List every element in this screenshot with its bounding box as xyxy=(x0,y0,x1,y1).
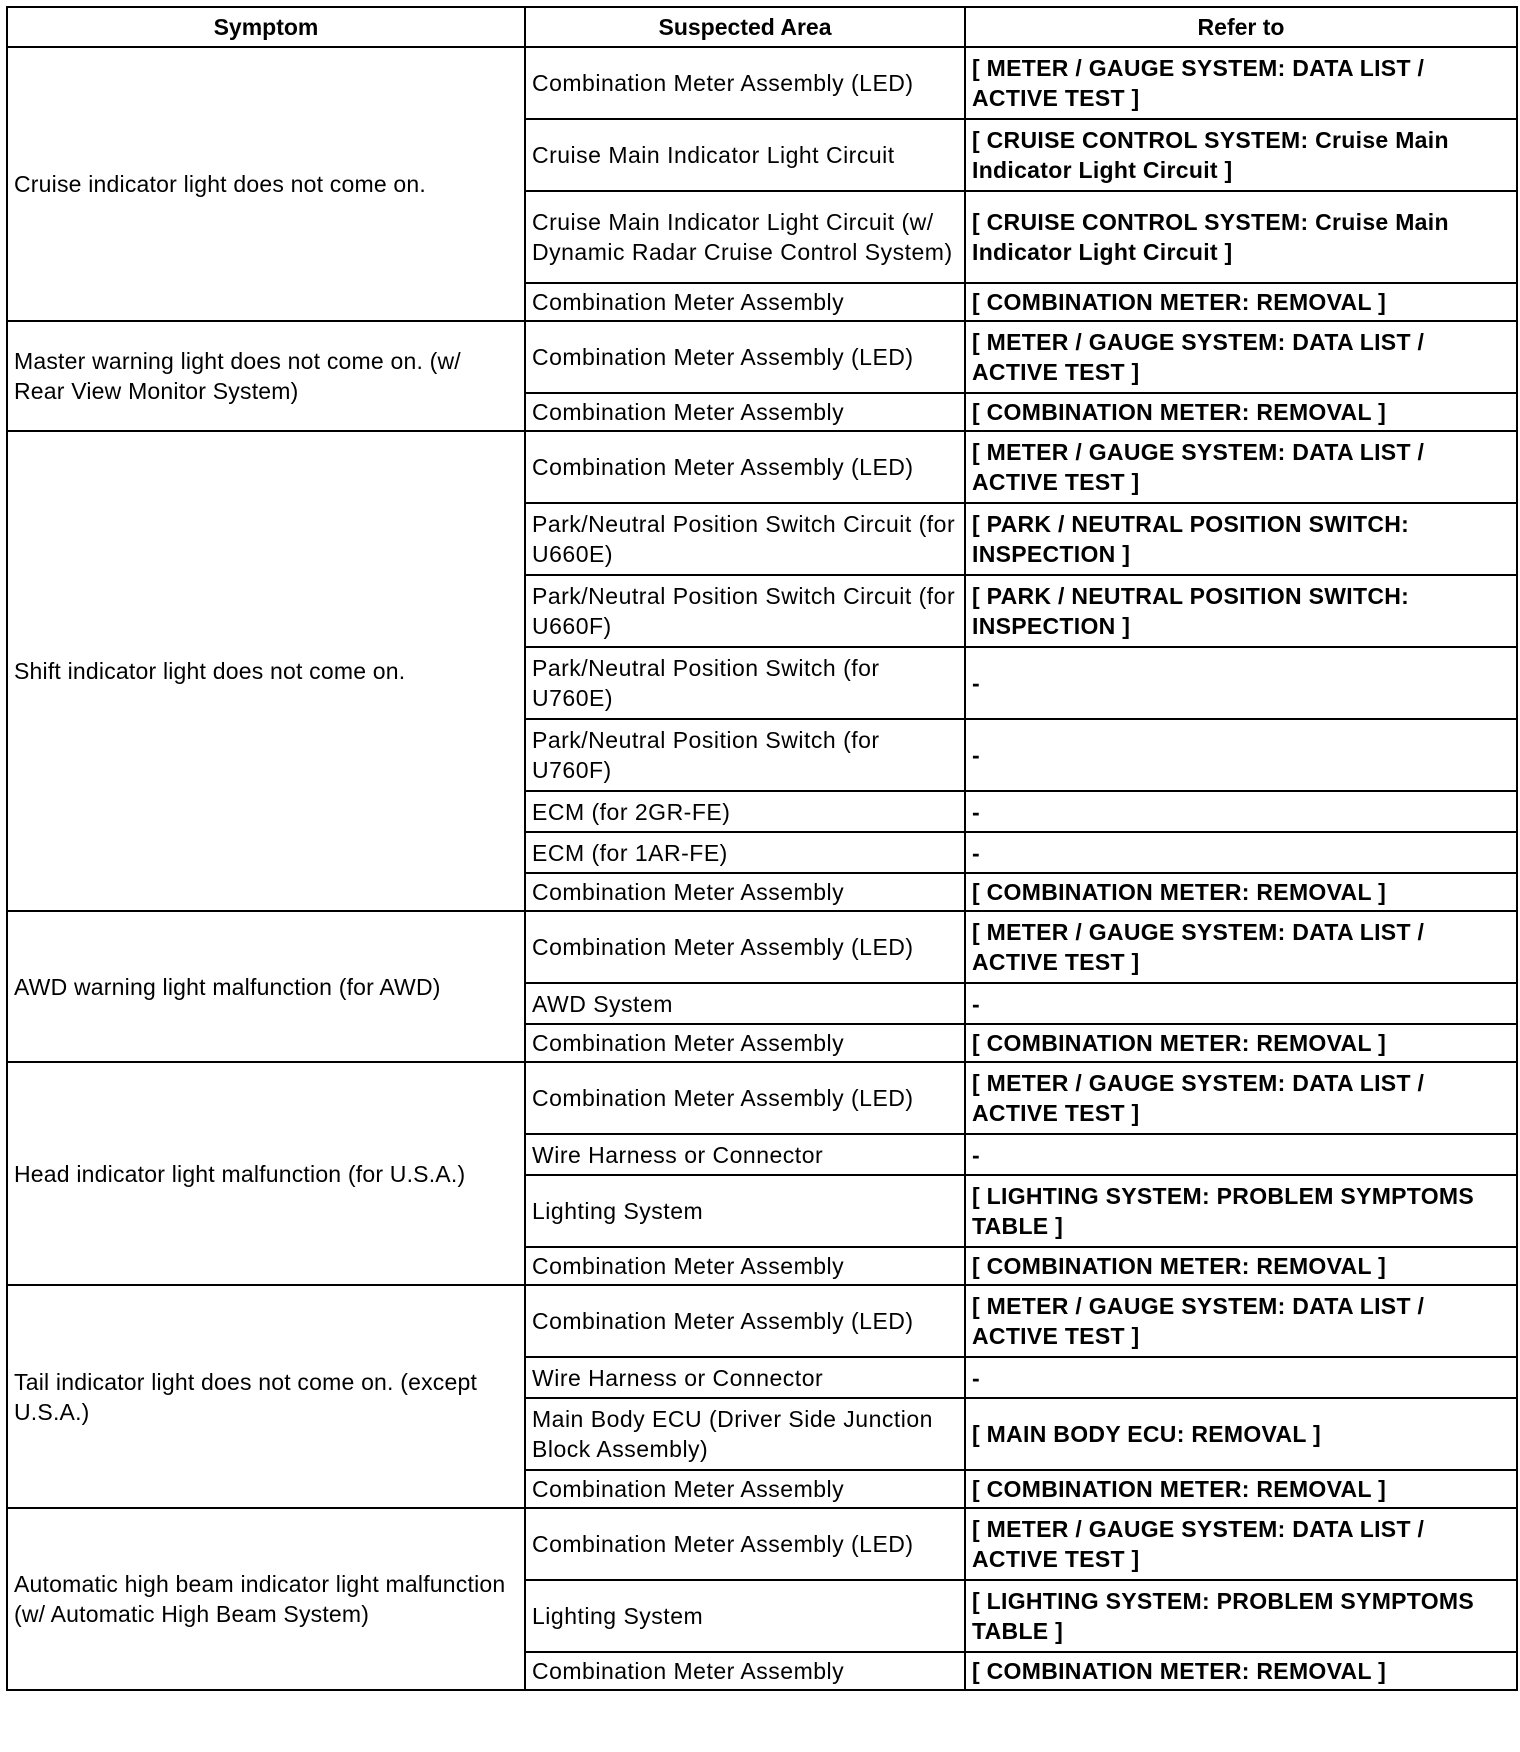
refer-to-cell: [ COMBINATION METER: REMOVAL ] xyxy=(965,1024,1517,1062)
suspected-area-cell: Combination Meter Assembly xyxy=(525,393,965,431)
refer-to-cell: - xyxy=(965,1134,1517,1175)
refer-to-cell: [ MAIN BODY ECU: REMOVAL ] xyxy=(965,1398,1517,1470)
refer-to-cell: [ COMBINATION METER: REMOVAL ] xyxy=(965,1470,1517,1508)
symptom-table xyxy=(6,6,1518,1691)
symptom-cell: Shift indicator light does not come on. xyxy=(7,431,525,911)
table-row xyxy=(7,1062,1517,1134)
refer-to-cell: - xyxy=(965,832,1517,873)
refer-to-cell: [ METER / GAUGE SYSTEM: DATA LIST / ACTIVE TEST ] xyxy=(965,1508,1517,1580)
refer-to-cell: [ CRUISE CONTROL SYSTEM: Cruise Main Indicator Light Circuit ] xyxy=(965,119,1517,191)
refer-to-cell: [ COMBINATION METER: REMOVAL ] xyxy=(965,393,1517,431)
refer-to-cell: [ COMBINATION METER: REMOVAL ] xyxy=(965,1247,1517,1285)
refer-to-cell: [ COMBINATION METER: REMOVAL ] xyxy=(965,873,1517,911)
suspected-area-cell: Combination Meter Assembly (LED) xyxy=(525,431,965,503)
refer-to-cell: [ METER / GAUGE SYSTEM: DATA LIST / ACTIVE TEST ] xyxy=(965,1285,1517,1357)
suspected-area-cell: Combination Meter Assembly (LED) xyxy=(525,321,965,393)
suspected-area-cell: ECM (for 1AR-FE) xyxy=(525,832,965,873)
header-symptom: Symptom xyxy=(7,7,525,47)
symptom-cell: AWD warning light malfunction (for AWD) xyxy=(7,911,525,1062)
suspected-area-cell: Park/Neutral Position Switch Circuit (for U660F) xyxy=(525,575,965,647)
table-row xyxy=(7,47,1517,119)
suspected-area-cell: Wire Harness or Connector xyxy=(525,1357,965,1398)
suspected-area-cell: Park/Neutral Position Switch Circuit (for U660E) xyxy=(525,503,965,575)
refer-to-cell: [ LIGHTING SYSTEM: PROBLEM SYMPTOMS TABLE ] xyxy=(965,1175,1517,1247)
header-suspected-area: Suspected Area xyxy=(525,7,965,47)
refer-to-cell: - xyxy=(965,1357,1517,1398)
table-row xyxy=(7,1508,1517,1580)
refer-to-cell: - xyxy=(965,647,1517,719)
suspected-area-cell: Cruise Main Indicator Light Circuit (w/ Dynamic Radar Cruise Control System) xyxy=(525,191,965,283)
refer-to-cell: - xyxy=(965,983,1517,1024)
table-body xyxy=(7,47,1517,1690)
symptom-cell: Head indicator light malfunction (for U.S.A.) xyxy=(7,1062,525,1285)
refer-to-cell: [ CRUISE CONTROL SYSTEM: Cruise Main Indicator Light Circuit ] xyxy=(965,191,1517,283)
suspected-area-cell: Combination Meter Assembly (LED) xyxy=(525,1062,965,1134)
suspected-area-cell: Combination Meter Assembly xyxy=(525,1652,965,1690)
suspected-area-cell: Lighting System xyxy=(525,1580,965,1652)
suspected-area-cell: Combination Meter Assembly xyxy=(525,1247,965,1285)
suspected-area-cell: Combination Meter Assembly xyxy=(525,283,965,321)
refer-to-cell: - xyxy=(965,791,1517,832)
table-row xyxy=(7,431,1517,503)
refer-to-cell: [ COMBINATION METER: REMOVAL ] xyxy=(965,1652,1517,1690)
symptom-cell: Automatic high beam indicator light malfunction (w/ Automatic High Beam System) xyxy=(7,1508,525,1690)
refer-to-cell: [ PARK / NEUTRAL POSITION SWITCH: INSPECTION ] xyxy=(965,503,1517,575)
suspected-area-cell: Combination Meter Assembly xyxy=(525,873,965,911)
suspected-area-cell: Main Body ECU (Driver Side Junction Block Assembly) xyxy=(525,1398,965,1470)
table-row xyxy=(7,321,1517,393)
suspected-area-cell: Park/Neutral Position Switch (for U760F) xyxy=(525,719,965,791)
symptom-cell: Cruise indicator light does not come on. xyxy=(7,47,525,321)
header-refer-to: Refer to xyxy=(965,7,1517,47)
suspected-area-cell: Combination Meter Assembly (LED) xyxy=(525,1285,965,1357)
refer-to-cell: [ METER / GAUGE SYSTEM: DATA LIST / ACTIVE TEST ] xyxy=(965,1062,1517,1134)
suspected-area-cell: Combination Meter Assembly (LED) xyxy=(525,1508,965,1580)
suspected-area-cell: Park/Neutral Position Switch (for U760E) xyxy=(525,647,965,719)
refer-to-cell: [ METER / GAUGE SYSTEM: DATA LIST / ACTIVE TEST ] xyxy=(965,47,1517,119)
suspected-area-cell: Cruise Main Indicator Light Circuit xyxy=(525,119,965,191)
refer-to-cell: [ COMBINATION METER: REMOVAL ] xyxy=(965,283,1517,321)
refer-to-cell: [ METER / GAUGE SYSTEM: DATA LIST / ACTIVE TEST ] xyxy=(965,911,1517,983)
suspected-area-cell: Combination Meter Assembly xyxy=(525,1470,965,1508)
header-row xyxy=(7,7,1517,47)
symptom-cell: Master warning light does not come on. (w/ Rear View Monitor System) xyxy=(7,321,525,431)
refer-to-cell: [ METER / GAUGE SYSTEM: DATA LIST / ACTIVE TEST ] xyxy=(965,321,1517,393)
suspected-area-cell: ECM (for 2GR-FE) xyxy=(525,791,965,832)
suspected-area-cell: Combination Meter Assembly xyxy=(525,1024,965,1062)
suspected-area-cell: Combination Meter Assembly (LED) xyxy=(525,47,965,119)
suspected-area-cell: Combination Meter Assembly (LED) xyxy=(525,911,965,983)
table-row xyxy=(7,911,1517,983)
suspected-area-cell: Wire Harness or Connector xyxy=(525,1134,965,1175)
refer-to-cell: [ PARK / NEUTRAL POSITION SWITCH: INSPECTION ] xyxy=(965,575,1517,647)
suspected-area-cell: AWD System xyxy=(525,983,965,1024)
symptom-cell: Tail indicator light does not come on. (except U.S.A.) xyxy=(7,1285,525,1508)
refer-to-cell: [ METER / GAUGE SYSTEM: DATA LIST / ACTIVE TEST ] xyxy=(965,431,1517,503)
refer-to-cell: - xyxy=(965,719,1517,791)
table-row xyxy=(7,1285,1517,1357)
refer-to-cell: [ LIGHTING SYSTEM: PROBLEM SYMPTOMS TABLE ] xyxy=(965,1580,1517,1652)
suspected-area-cell: Lighting System xyxy=(525,1175,965,1247)
